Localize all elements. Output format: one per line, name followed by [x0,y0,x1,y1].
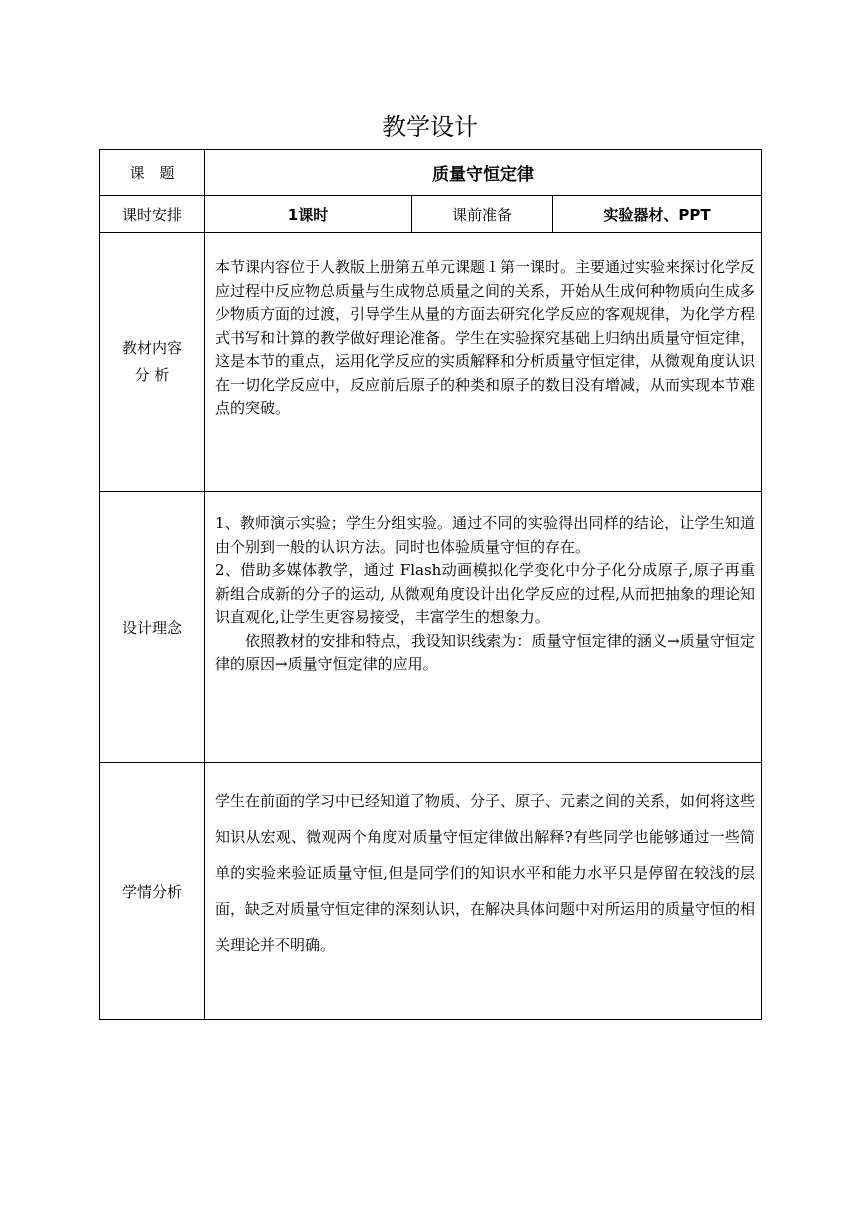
student-text-cell [205,763,762,1020]
document-title: 教学设计 [382,113,478,141]
material-text: 本节课内容位于人教版上册第五单元课题１第一课时。主要通过实验来探讨化学反应过程中反应物总质量与生成物总质量之间的关系，开始从生成何种物质向生成多少物质方面的过渡，引导学生从量的方面去研究化学反应的客观规律，为化学方程式书写和计算的教学做好理论准备。学生在实验探究基础上归纳出质量守恒定律，这是本节的重点，运用化学反应的实质解释和分析质量守恒定律，从微观角度认识在一切化学反应中，反应前后原子的种类和原子的数目没有增减，从而实现本节难点的突破。 [215,258,756,417]
material-label-line2: 分 析 [134,366,170,384]
material-label-line1: 教材内容 [121,339,182,357]
student-text: 学生在前面的学习中已经知道了物质、分子、原子、元素之间的关系，如何将这些知识从宏观、微观两个角度对质量守恒定律做出解释?有些同学也能够通过一些简单的实验来验证质量守恒,但是同学们的知识水平和能力水平只是停留在较浅的层面，缺乏对质量守恒定律的深刻认识，在解决具体问题中对所运用的质量守恒的相关理论并不明确。 [215,792,756,954]
schedule-label: 课时安排 [100,196,205,233]
prep-label: 课前准备 [412,196,553,233]
lesson-plan-table [99,149,762,1020]
design-paragraph-2: 2、借助多媒体教学，通过 Flash动画模拟化学变化中分子化分成原子,原子再重新组合成新的分子的运动, 从微观角度设计出化学反应的过程,从而把抽象的理论知识直观化,让学生更容易接受，丰富学生的想象力。 [215,561,756,626]
student-label: 学情分析 [100,763,205,1020]
topic-value: 质量守恒定律 [205,150,762,196]
material-label-cell [100,233,205,492]
row-design-concept [100,492,762,763]
row-student-analysis [100,763,762,1020]
schedule-value: 1课时 [205,196,412,233]
design-label: 设计理念 [100,492,205,763]
row-material-analysis [100,233,762,492]
topic-label: 课 题 [100,150,205,196]
material-text-cell [205,233,762,492]
design-text-cell [205,492,762,763]
prep-value: 实验器材、PPT [553,196,762,233]
design-paragraph-3: 依照教材的安排和特点，我设知识线索为：质量守恒定律的涵义→质量守恒定律的原因→质量守恒定律的应用。 [215,631,756,673]
design-paragraph-1: 1、教师演示实验；学生分组实验。通过不同的实验得出同样的结论，让学生知道由个别到一般的认识方法。同时也体验质量守恒的存在。 [215,514,756,556]
row-topic [100,150,762,196]
row-schedule [100,196,762,233]
